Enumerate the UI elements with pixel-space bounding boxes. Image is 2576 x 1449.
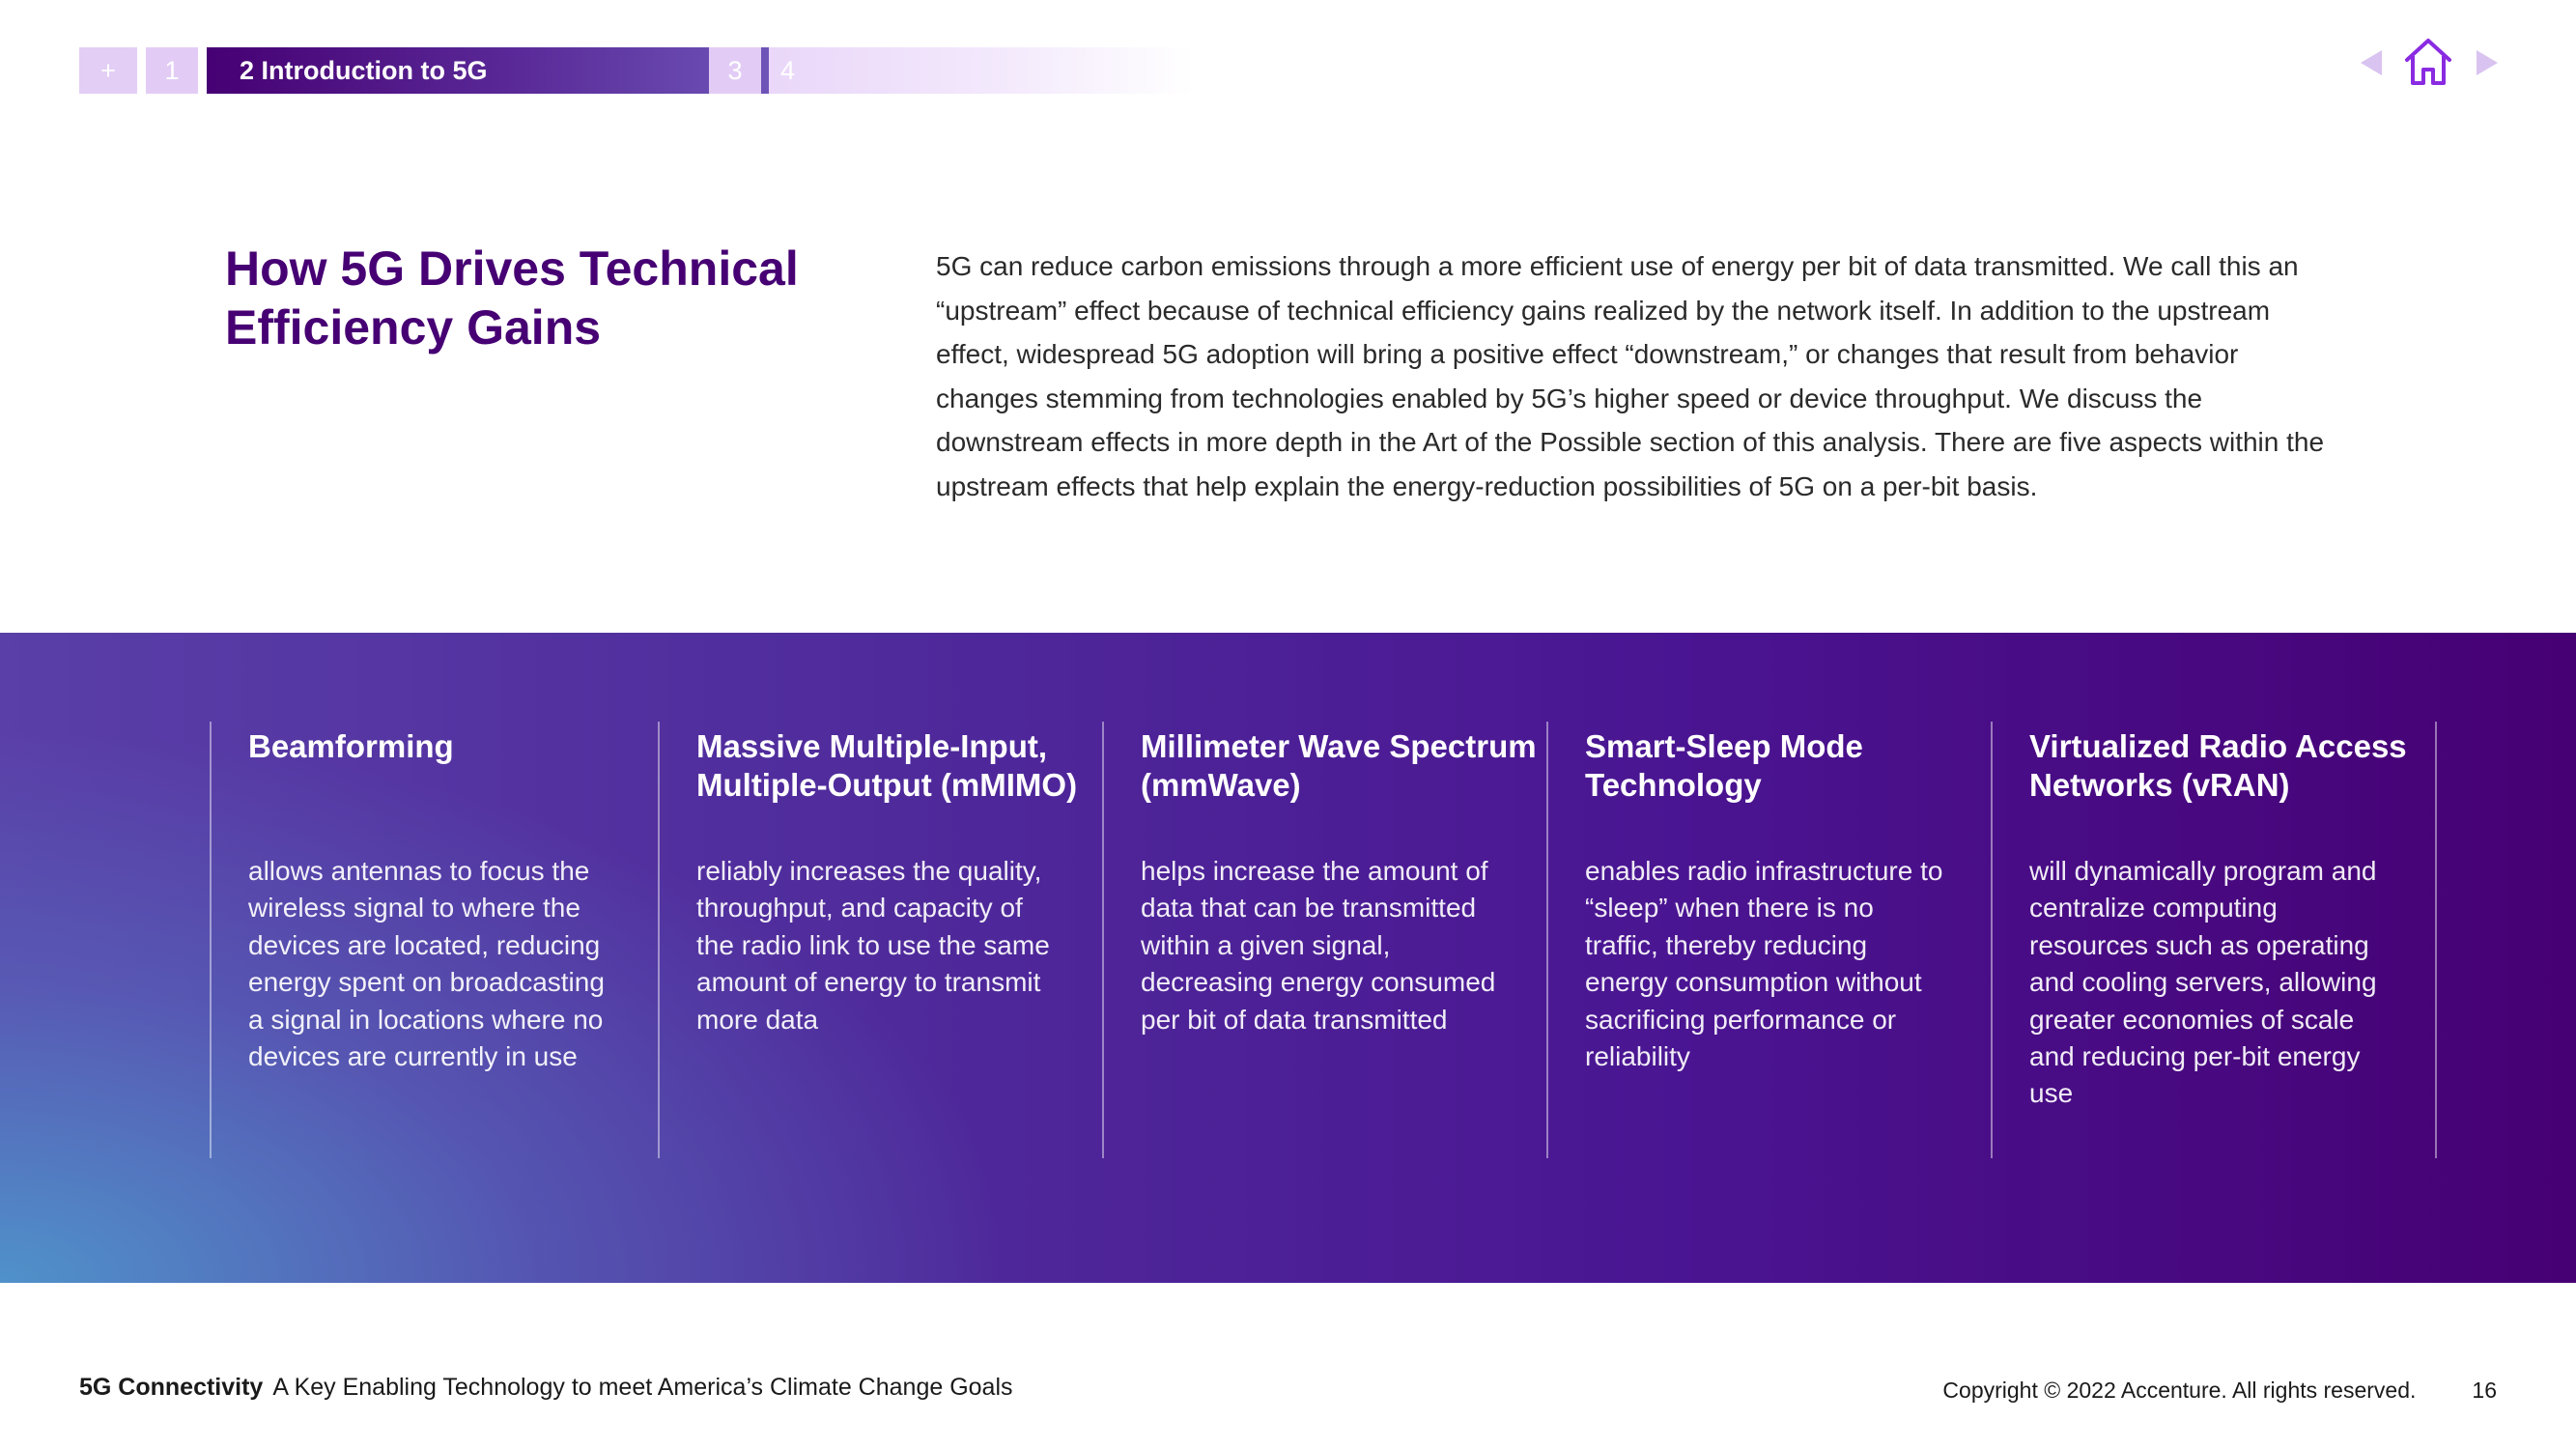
aspect-mmwave [1102, 722, 1548, 1158]
aspect-description: will dynamically program and centralize computing resources such as operating and cooling servers, allowing greater economies of scale and reducing per-bit energy use [2029, 856, 2377, 1109]
chevron-right-icon[interactable] [2477, 50, 2498, 75]
aspect-description: reliably increases the quality, throughput, and capacity of the radio link to use the same amount of energy to transmit more data [696, 856, 1050, 1035]
footer-subtitle: A Key Enabling Technology to meet America’s Climate Change Goals [272, 1374, 1013, 1401]
page-number: 16 [2472, 1378, 2497, 1403]
aspect-title: Massive Multiple-Input, Multiple-Output (mMIMO) [696, 728, 1078, 803]
aspect-title: Millimeter Wave Spectrum (mmWave) [1141, 728, 1537, 803]
tab-section-2-active[interactable]: 2 Introduction to 5G [207, 47, 775, 94]
page-title-line1: How 5G Drives Technical [225, 242, 799, 296]
aspect-beamforming [210, 722, 656, 1158]
tab-section-4[interactable]: 4 [769, 47, 1194, 94]
aspect-vran [1991, 722, 2437, 1158]
footer-copyright: Copyright © 2022 Accenture. All rights reserved. [1942, 1378, 2417, 1403]
home-icon[interactable] [2401, 35, 2455, 89]
aspect-description: enables radio infrastructure to “sleep” when there is no traffic, thereby reducing energy consumption without sacrificing performance or reliability [1585, 856, 1943, 1072]
page-title-line2: Efficiency Gains [225, 300, 602, 355]
aspect-title: Beamforming [248, 728, 454, 764]
aspect-description: allows antennas to focus the wireless signal to where the devices are located, reducing energy spent on broadcasting a signal in locations where no devices are currently in use [248, 856, 605, 1072]
aspects-band [0, 633, 2576, 1283]
chevron-left-icon[interactable] [2361, 50, 2382, 75]
page-nav-controls [2357, 35, 2502, 93]
aspect-description: helps increase the amount of data that can be transmitted within a given signal, decreasing energy consumed per bit of data transmitted [1141, 856, 1496, 1035]
aspect-title: Smart-Sleep Mode Technology [1585, 728, 1863, 803]
section-nav [79, 47, 1200, 94]
page-title [225, 240, 901, 357]
aspect-title: Virtualized Radio Access Networks (vRAN) [2029, 728, 2407, 803]
footer-meta [1942, 1378, 2497, 1404]
footer-document-title [79, 1374, 1013, 1402]
tab-section-3[interactable]: 3 [709, 47, 761, 94]
aspect-mmimo [658, 722, 1104, 1158]
footer-brand: 5G Connectivity [79, 1374, 264, 1401]
aspect-smart-sleep [1546, 722, 1993, 1158]
tab-section-1[interactable]: 1 [146, 47, 198, 94]
tab-plus[interactable]: + [79, 47, 137, 94]
intro-paragraph: 5G can reduce carbon emissions through a more efficient use of energy per bit of data transmitted. We call this an “upstream” effect because of technical efficiency gains realized by the network itself. In addition to the upstream effect, widespread 5G adoption will bring a positive effect “downstream,” or changes that result from behavior changes stemming from technologies enabled by 5G’s higher speed or device throughput. We discuss the downstream effects in more depth in the Art of the Possible section of this analysis. There are five aspects within the upstream effects that help explain the energy-reduction possibilities of 5G on a per-bit basis. [936, 251, 2325, 501]
